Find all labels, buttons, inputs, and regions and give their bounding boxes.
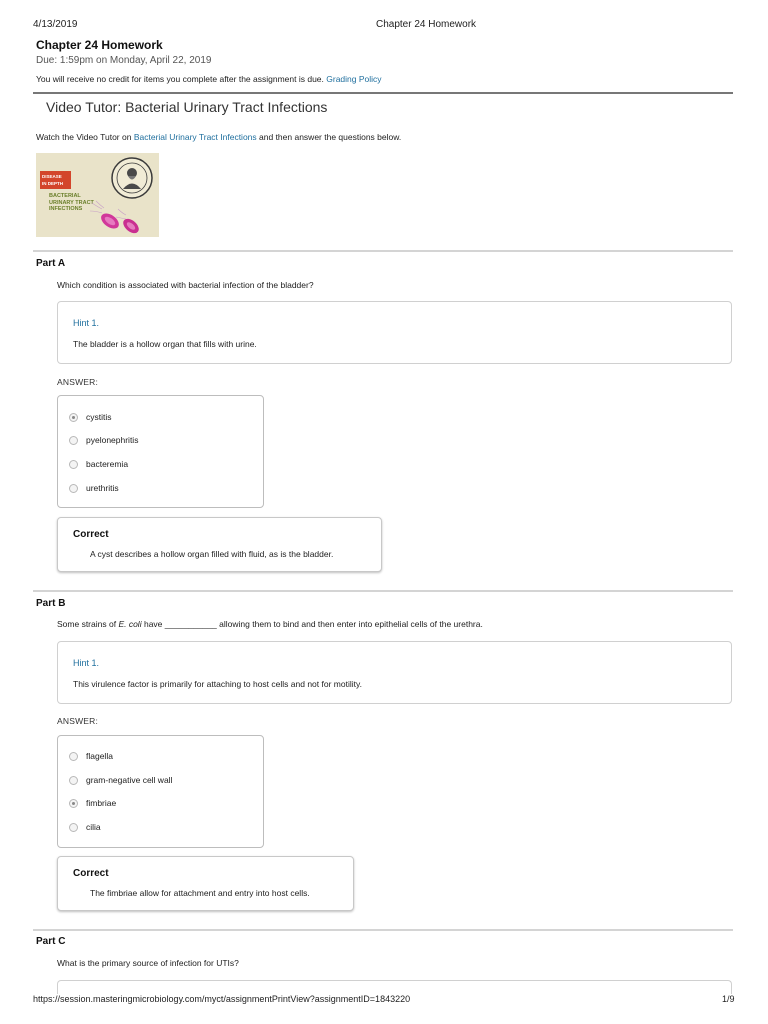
part-b-hint-text: This virulence factor is primarily for attaching to host cells and not for motility. — [73, 679, 362, 689]
part-b-answer-label: ANSWER: — [57, 716, 99, 726]
part-a-hint-box — [57, 301, 732, 364]
caption-line-2: URINARY TRACT — [49, 199, 94, 206]
radio-button[interactable] — [69, 436, 78, 445]
choice-gram-negative-cell-wall[interactable] — [69, 773, 172, 787]
question-mid: have — [143, 619, 163, 629]
credit-note — [36, 74, 382, 84]
radio-button[interactable] — [69, 484, 78, 493]
header-divider — [33, 92, 733, 94]
caption-line-3: INFECTIONS — [49, 206, 83, 212]
part-b-hint-box — [57, 641, 732, 704]
choice-label: urethritis — [86, 483, 119, 493]
choice-urethritis[interactable] — [69, 481, 119, 495]
video-tutor-intro — [36, 132, 401, 142]
print-date: 4/13/2019 — [33, 19, 78, 30]
choice-fimbriae[interactable] — [69, 796, 116, 810]
radio-button[interactable] — [69, 460, 78, 469]
assignment-title: Chapter 24 Homework — [36, 38, 163, 52]
part-b-hint-label[interactable]: Hint 1. — [73, 658, 100, 668]
part-a-question: Which condition is associated with bacterial infection of the bladder? — [57, 280, 314, 290]
part-b-divider — [33, 590, 733, 592]
choice-label: gram-negative cell wall — [86, 775, 173, 785]
grading-policy-link[interactable]: Grading Policy — [326, 74, 382, 84]
question-organism: E. coli — [118, 619, 142, 629]
part-c-title: Part C — [36, 936, 66, 947]
part-a-choices — [57, 395, 264, 508]
part-c-divider — [33, 929, 733, 931]
part-a-answer-label: ANSWER: — [57, 377, 99, 387]
question-blank: ___________ — [164, 619, 217, 629]
video-tutor-heading: Video Tutor: Bacterial Urinary Tract Infections — [46, 99, 328, 115]
choice-label: pyelonephritis — [86, 435, 139, 445]
disease-in-depth-badge — [40, 171, 71, 189]
caption-line-1: BACTERIAL — [49, 193, 81, 199]
scientist-seal-icon — [110, 156, 154, 200]
radio-button[interactable] — [69, 752, 78, 761]
video-thumbnail[interactable] — [36, 153, 159, 237]
part-a-feedback — [57, 517, 382, 572]
video-tutor-link[interactable]: Bacterial Urinary Tract Infections — [133, 132, 257, 142]
choice-label: bacteremia — [86, 459, 129, 469]
choice-cystitis[interactable] — [69, 410, 112, 424]
choice-label: cystitis — [86, 412, 112, 422]
intro-suffix: and then answer the questions below. — [259, 132, 402, 142]
choice-label: flagella — [86, 751, 113, 761]
part-c-question: What is the primary source of infection for UTIs? — [57, 958, 239, 968]
print-header-title: Chapter 24 Homework — [376, 19, 477, 30]
radio-button-selected[interactable] — [69, 799, 78, 808]
feedback-text: A cyst describes a hollow organ filled with fluid, as is the bladder. — [90, 549, 334, 559]
badge-line-1: DISEASE — [42, 174, 62, 179]
feedback-title: Correct — [73, 868, 109, 879]
radio-button[interactable] — [69, 823, 78, 832]
choice-flagella[interactable] — [69, 749, 113, 763]
intro-prefix: Watch the Video Tutor on — [36, 132, 132, 142]
radio-button-selected[interactable] — [69, 413, 78, 422]
part-b-title: Part B — [36, 598, 66, 609]
bacteria-icon — [88, 199, 144, 237]
choice-label: fimbriae — [86, 798, 117, 808]
part-a-hint-label[interactable]: Hint 1. — [73, 318, 100, 328]
choice-label: cilia — [86, 822, 101, 832]
part-b-choices — [57, 735, 264, 848]
feedback-text: The fimbriae allow for attachment and entry into host cells. — [90, 888, 310, 898]
choice-pyelonephritis[interactable] — [69, 433, 138, 447]
credit-note-text: You will receive no credit for items you complete after the assignment is due. — [36, 74, 324, 84]
part-b-feedback — [57, 856, 354, 911]
part-a-hint-text: The bladder is a hollow organ that fills with urine. — [73, 339, 257, 349]
part-b-question — [57, 619, 483, 629]
choice-cilia[interactable] — [69, 820, 101, 834]
due-date: Due: 1:59pm on Monday, April 22, 2019 — [36, 55, 212, 66]
print-page-number: 1/9 — [722, 994, 735, 1004]
print-footer-url: https://session.masteringmicrobiology.com/myct/assignmentPrintView?assignmentID=1843220 — [33, 994, 414, 1004]
part-a-divider — [33, 250, 733, 252]
part-a-title: Part A — [36, 258, 66, 269]
question-suffix: allowing them to bind and then enter into epithelial cells of the urethra. — [219, 619, 483, 629]
choice-bacteremia[interactable] — [69, 457, 128, 471]
question-prefix: Some strains of — [57, 619, 117, 629]
radio-button[interactable] — [69, 776, 78, 785]
feedback-title: Correct — [73, 529, 109, 540]
badge-line-2: IN DEPTH — [42, 181, 64, 186]
